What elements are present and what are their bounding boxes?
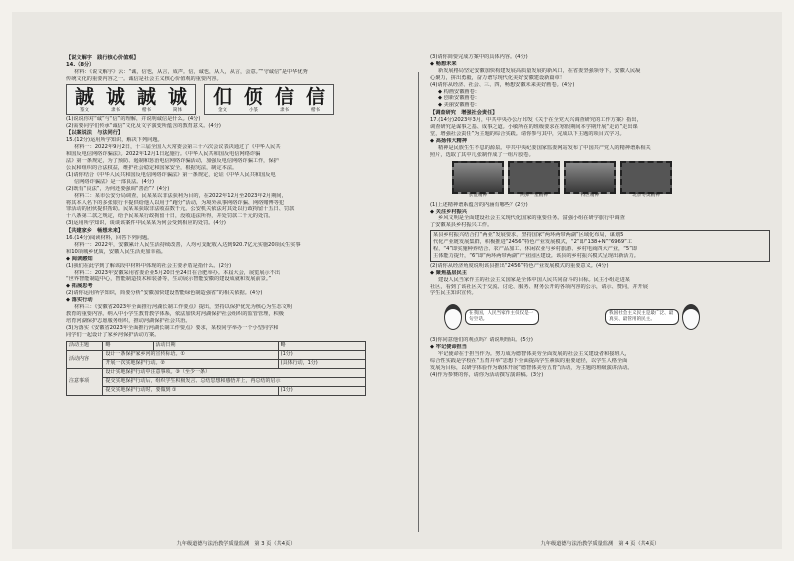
option-line: ◆ 创新安徽画卷： (438, 95, 480, 102)
material-line: 堂，增强社会责任”为主题的综合实践。请你参与其中，完成以下主题的项目式学习。 (430, 130, 625, 137)
sub-heading: ◆ 拓展思考 (66, 283, 93, 290)
photo-two-bombs (508, 161, 560, 198)
material-line: 材料二：某市公安分局调查，民某某以非法获利为目的，在2022年12月至2023年2月期间， (74, 192, 287, 199)
table-cell: 活动内容 (67, 350, 103, 368)
sub-heading: ◆ 畅想未来 (430, 60, 457, 67)
calligraphy-char: 誠 楷书 (136, 85, 156, 113)
calligraphy-char: 㐰 金文 (212, 85, 232, 113)
material-line: 照片，选取了其中几张制作成了一组片胶卷。 (430, 151, 534, 158)
material-line: 学生民主知识宣传。 (430, 290, 477, 297)
photo-winter-olympics (620, 161, 672, 198)
material-line: 法》第一条规定，为了预防、遏制和惩治电信网络诈骗活动，加强反电信网络诈骗工作，保护 (66, 158, 279, 165)
table-row (67, 341, 366, 350)
table-row (67, 350, 366, 359)
calligraphy-char: 誠 篆文 (74, 85, 94, 113)
page-divider (418, 72, 419, 532)
calligraphy-char: 诚 隶书 (105, 85, 125, 113)
table-row (67, 386, 366, 395)
section-heading: 【共建家乡 畅想未来】 (66, 228, 124, 235)
table-cell: 注意事项 (67, 368, 103, 395)
film-strip (452, 161, 770, 198)
material-line: 传统文化的重要内容之一。诚信是社会主义核心价值观的重要内容。 (66, 75, 222, 82)
material-line: 了安徽某县乡村振兴工作。 (430, 222, 493, 229)
page-footer: 九年级道德与法治教学质量监测 第 3 页（共4页） (176, 541, 296, 548)
speech-bubble-girl: 在我国，人民当家作主仅仅是一句空话。 (465, 309, 539, 325)
material-line: “世界智能制造中心，智能制造技术和装备等，生动展示智能安徽的建设成就和发展前景。” (66, 276, 272, 283)
question-line: (2)需要同学们传承“诚信”文化及文字演变所蕴含的教育意义。(4分) (66, 122, 221, 129)
material-line: 材料一：2022年9月2日，十三届全国人大常委会第三十六次会议表决通过了《中华人民共 (74, 144, 281, 151)
table-cell: 提交实地保护行动时，要做到 ① (103, 386, 278, 395)
table-row (67, 368, 366, 377)
material-line: 心聚力，拼出勇毅，奋力谱写现代化美好安徽建设新篇章！ (430, 74, 565, 81)
material-line: 和国反电信网络诈骗法》。2022年12月1日起施行。《中华人民共和国反电信网络诈骗 (66, 151, 261, 158)
option-line: ◆ 构画安徽画卷： (438, 88, 480, 95)
question-line: (2)请你从经济角度说明该县推出“2456”特色产业发展模式的重要意义。(4分) (430, 262, 609, 269)
section-heading: 【说文解字 践行核心价值观】 (66, 55, 139, 61)
question-title: 17.(14分)2023年3月，中共中央办公厅印发《关于在全党大兴调查研究的工作方案》指出， (430, 117, 642, 124)
table-cell: 略 (278, 341, 365, 350)
question-line: (1)说说你对“诚”与“信”的理解，并说明诚信是什么。(4分) (66, 115, 201, 122)
table-cell: 开展一次实地保护行动。② (103, 359, 278, 368)
option-line: ◆ 美丽安徽画卷： (438, 102, 480, 109)
table-row (67, 359, 366, 368)
material-line: 罪活动的团伙提供帮助。民某某获取非法收益数千元。公安机关依法对其处以行政拘留十五日、罚款 (66, 206, 295, 213)
material-line: 和10项城乡优质，安徽人民生活更加幸福。 (66, 248, 166, 255)
material-line: 材料：《说文解字》云：“诚，信也，从言，成声。信，诚也，从人，从言，会意。”“守诚信”是中华优秀 (74, 68, 308, 75)
calligraphy-char: 信 隶书 (274, 85, 294, 113)
sub-heading: ◆ 落实行动 (66, 297, 93, 304)
material-line: 调查研究是谋事之基、成事之道。小敏所在的班级要求在寒假期间本学期开展“走访”走出课 (430, 124, 638, 131)
material-line: 材料一：2022年，安徽累计人民生活持续改善，人均可支配收入达到920.7亿元实施20项民生实事 (74, 241, 301, 248)
question-line: (1)上述精神谱系蕴含的内涵有哪些？(2分) (430, 201, 528, 208)
material-line: 新发展格局坚定安徽加快构建发展高质量发展的新风口，在省委坚强领导下，安徽人民凝 (438, 67, 641, 74)
question-title: 15.(12分)运用所学知识，解决下列问题。 (66, 137, 163, 144)
material-line: 培育河湖保护志愿服务组织，推动河湖保护社会共治。 (66, 317, 191, 324)
material-line: 乡风文明是全面建设社会主义现代化国家的重要任务。富强小组在研学旅行中调查 (438, 215, 625, 222)
question-line: (3)你同意他们的观点吗？请说明理由。(5分) (430, 337, 533, 344)
table-row (67, 377, 366, 386)
sub-heading: ◆ 聚焦基层民主 (430, 269, 467, 276)
question-title: 14.（8分） (66, 61, 95, 68)
material-line: 综合性实践是学校在“五育并举”思想下全面提高学生素质的重要途径，以学生人格全面 (430, 358, 628, 365)
material-line: 建设人民当家作主的社会主义国家是全体中国人民共同奋斗的目标。民主小组走进某 (438, 276, 630, 283)
question-line: (1)我们在此学到了解该段中材料中体现的社会主要矛盾是指什么。(2分) (66, 262, 232, 269)
sub-heading: ◆ 牢记使命担当 (430, 344, 467, 351)
material-line: 将其本人名下的多张银行卡提供给他人以用于“跑分”活动，为境外从事网络诈骗、网络赌博等犯 (66, 199, 285, 206)
material-line: 教育的重要内容。纳入中小学生教育教学体系，依法加快对河湖保护社会组织的监管管理，积极 (66, 311, 284, 317)
photo-caption: 特区精神 (580, 192, 600, 198)
material-line: 发展为目标，以研学体验作为载体开展“德智体美劳五育”活动，为主题的班级演讲活动。 (430, 365, 633, 371)
material-line: 牢记使命在于担当作为。努力成为德智体美劳全面发展的社会主义建设者和接班人， (438, 351, 630, 358)
photo-caption: 两弹一星精神 (520, 192, 548, 198)
material-line: 精神是民族生生不息的源泉。中共中央纪委国家监委网站发布了中国共产党人的精神谱系相关 (438, 144, 651, 151)
speech-bubble-boy: 我国社会主义民主是最广泛、最真实、最管用的民主。 (605, 309, 679, 325)
table-cell: 略 (103, 341, 153, 350)
calligraphy-char: 信 楷书 (305, 85, 325, 113)
box-line: 主体能力提升，“6”即“两环两带两湖”产业园区建设。该县的乡村振兴模式呈现出新活力。 (433, 252, 639, 259)
question-line: (3)运用所学知识，谈谈该案件中民某某为何会受到相应的处罚。(4分) (66, 220, 226, 227)
question-title: 16.(14分)阅读材料，回答下列问题。 (66, 235, 153, 242)
box-line: 代化产业链发展集群，积极推进“2456”特色产业发展模式，“2”即“138+N”“6969”工 (433, 239, 633, 246)
girl-figure (444, 304, 462, 330)
box-line: 某县乡村振兴结合打“两业”发展要求，坚持国家“两环两带两湖”区域化布局，谋划5 (433, 232, 624, 239)
calligraphy-char: 㑔 小篆 (243, 85, 263, 113)
material-box (430, 230, 770, 262)
xin-character-group (204, 84, 334, 115)
boy-figure (682, 304, 700, 330)
photo-caption: 北京冬奥精神 (632, 192, 660, 198)
dialogue-illustration (430, 298, 770, 336)
section-heading: 【调查研究 增强社会责任】 (430, 110, 498, 117)
sub-heading: ◆ 阅读感知 (66, 255, 93, 262)
sub-heading: ◆ 高扬伟大精神 (430, 137, 467, 144)
scanned-sheet (12, 12, 782, 549)
table-cell: 设计一条保护家乡河的宣传标语。① (103, 350, 278, 359)
material-line: 材料三：《安徽省2023年全面推行河湖长制工作要点》提出，坚持以保护优先为核心为生态文明 (74, 304, 293, 311)
table-cell: 设计实地保护行动中注意事项。③（至少一条） (103, 368, 366, 377)
box-line: 程，“4”即实施种养结合、农产品加工、休闲农业与乡村旅游、乡村电商四大产业，“5”即 (433, 246, 638, 253)
calligraphy-char: 诚 简体 (167, 85, 187, 113)
material-line: 材料二：2023年安徽采用省委企业5月20日至24日在合肥举办。本届大会，展览展示不出 (74, 269, 281, 276)
question-line: (4)作为参赛的你，请你为活动撰写演讲稿。(3分) (430, 371, 544, 378)
table-cell: 活动主题 (67, 341, 103, 350)
cheng-character-group (66, 84, 196, 115)
material-line: 十八条第二款之规定，给予民某某行政拘留十日，没收违法所得，并处罚款二千元的处罚。 (66, 213, 274, 220)
question-line: (4)请你从经济、社会、三、四，畅想安徽未来美好画卷。(4分) (430, 81, 575, 88)
photo-caption: 长征精神 (468, 192, 488, 198)
question-line: (2)既有“良法”，为何还要强调“善治”？(4分) (66, 185, 170, 192)
table-cell: (1分) (278, 350, 365, 359)
material-line: 公民和组织的合法权益，维护社会稳定和国家安全，根据宪法，制定本法。 (66, 164, 238, 171)
question-line: (2)请你运用所学知识，简要分析“安徽加快建设智能绿色制造强省”的相关依据。(4分) (66, 290, 263, 297)
page-footer: 九年级道德与法治教学质量监测 第 4 页（共4页） (540, 541, 660, 548)
material-line: 社区，看到了该社区关于交流、讨论、服务、财务公开的各项内容的公示，请示、赞同，并开展 (430, 283, 648, 290)
question-line: (1)请你结合《中华人民共和国反电信网络诈骗法》第一条规定，论证《中华人民共和国反电 (66, 171, 276, 178)
question-line: (3)请你简要完成方案中的具体内容。(4分) (430, 54, 528, 60)
activity-plan-table (66, 341, 366, 396)
question-line: 信网络诈骗法》是一部良法。(4分) (74, 178, 154, 185)
sub-heading: ◆ 关注乡村振兴 (430, 208, 467, 215)
table-cell: (具体行动，1分) (278, 359, 365, 368)
table-cell: 活动日期 (153, 341, 278, 350)
calligraphy-strip (66, 85, 406, 115)
page-4 (430, 54, 770, 548)
table-cell: (1分) (278, 386, 365, 395)
page-3 (66, 54, 406, 548)
photo-long-march (452, 161, 504, 198)
table-cell: 提交实地保护行动后，组织学生积极发言、总结思想和感悟并上，再总结的启示 (103, 377, 366, 386)
question-line: 同学们一起设计了家乡河保护活动方案。 (66, 331, 160, 338)
section-heading: 【以案说法 与法同行】 (66, 130, 124, 137)
photo-special-zone (564, 161, 616, 198)
question-line: (3)为落实《安徽省2023年全面推行河湖长制工作要点》要求，某校同学举办一个小型同学和 (66, 324, 279, 331)
